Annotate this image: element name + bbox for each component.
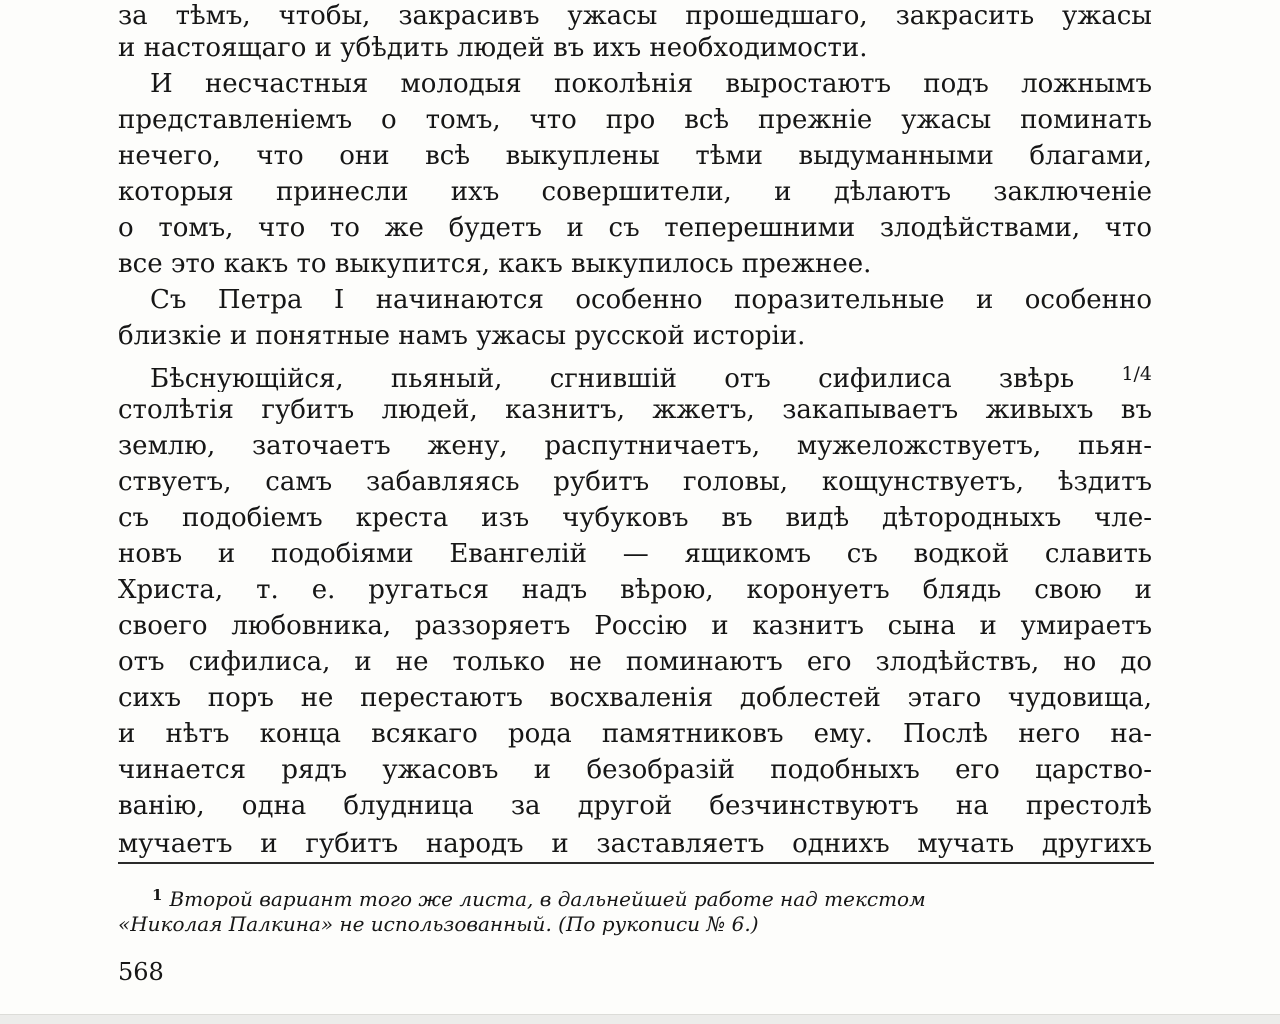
text-line: которыя принесли ихъ совершители, и дѣлаютъ заключеніе (118, 177, 1152, 207)
text-line: о томъ, что то же будетъ и съ теперешними злодѣйствами, что (118, 213, 1152, 243)
text-line: представленіемъ о томъ, что про всѣ прежніе ужасы поминать (118, 105, 1152, 135)
paragraph-start-line: Съ Петра I начинаются особенно поразительные и особенно (150, 285, 1152, 315)
text-line: ванію, одна блудница за другой безчинствуютъ на престолѣ (118, 791, 1152, 821)
text-line: и настоящаго и убѣдить людей въ ихъ необходимости. (118, 33, 868, 63)
text-line: мучаетъ и губитъ народъ и заставляетъ однихъ мучать другихъ (118, 829, 1152, 859)
text-line: отъ сифилиса, и не только не поминаютъ его злодѣйствъ, но до (118, 647, 1152, 677)
paragraph-start-line (150, 356, 1152, 392)
text-line: своего любовника, раззоряетъ Россію и казнитъ сына и умираетъ (118, 611, 1152, 641)
line-text: Бѣснующійся, пьяный, сгнившій отъ сифилиса звѣрь (150, 364, 1075, 392)
text-line: все это какъ то выкупится, какъ выкупилось прежнее. (118, 249, 872, 279)
fraction: 1/4 (1121, 363, 1152, 385)
text-line: чинается рядъ ужасовъ и безобразій подобныхъ его царство- (118, 755, 1152, 785)
text-line: Христа, т. е. ругаться надъ вѣрою, коронуетъ блядь свою и (118, 575, 1152, 605)
text-line: съ подобіемъ креста изъ чубуковъ въ видѣ дѣтородныхъ чле- (118, 503, 1152, 533)
text-line: ствуетъ, самъ забавляясь рубитъ головы, кощунствуетъ, ѣздитъ (118, 467, 1152, 497)
footnote-divider (118, 862, 1154, 864)
text-line: близкіе и понятные намъ ужасы русской исторіи. (118, 321, 806, 351)
text-line: столѣтія губитъ людей, казнитъ, жжетъ, закапываетъ живыхъ въ (118, 395, 1152, 425)
footnote-marker: 1 (152, 886, 163, 904)
footnote-text: Второй вариант того же листа, в дальнейшей работе над текстом (169, 887, 926, 910)
text-line: за тѣмъ, чтобы, закрасивъ ужасы прошедшаго, закрасить ужасы (118, 1, 1152, 31)
text-line: землю, заточаетъ жену, распутничаетъ, мужеложствуетъ, пьян- (118, 431, 1152, 461)
footnote-line (152, 880, 1154, 910)
text-line: новъ и подобіями Евангелій — ящикомъ съ водкой славить (118, 539, 1152, 569)
text-line: и нѣтъ конца всякаго рода памятниковъ ему. Послѣ него на- (118, 719, 1152, 749)
text-line: нечего, что они всѣ выкуплены тѣми выдуманными благами, (118, 141, 1152, 171)
paragraph-start-line: И несчастныя молодыя поколѣнія выростаютъ подъ ложнымъ (150, 69, 1152, 99)
footnote-line: «Николая Палкина» не использованный. (По рукописи № 6.) (118, 912, 759, 936)
text-line: сихъ поръ не перестаютъ восхваленія доблестей этаго чудовища, (118, 683, 1152, 713)
page-number: 568 (118, 958, 164, 986)
